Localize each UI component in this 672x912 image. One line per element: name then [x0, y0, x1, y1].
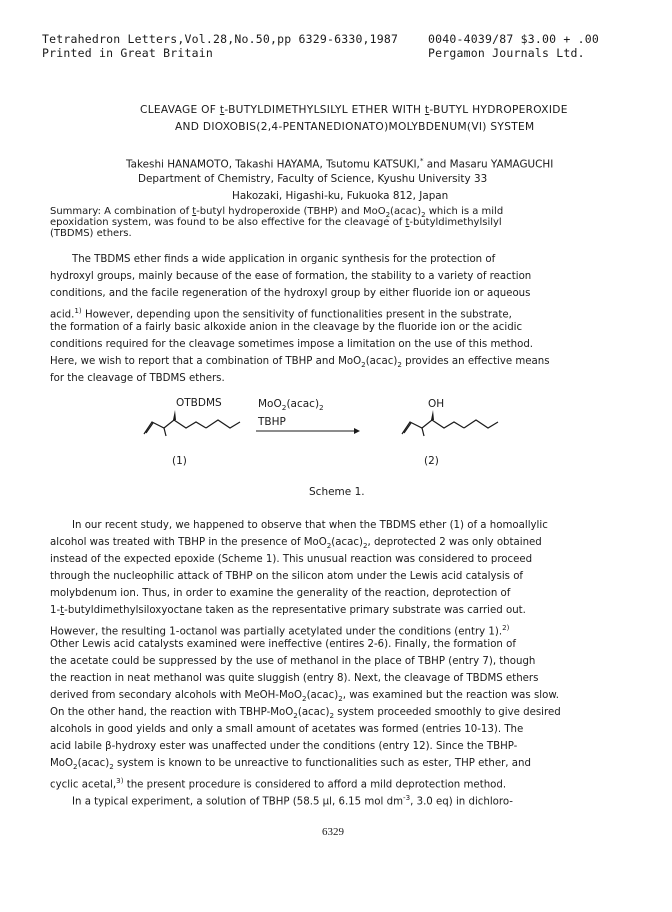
reagent-moo2-acac: $MoO_2(acac)_2$: [258, 398, 324, 413]
summary-line-1: Summary: A combination of t-butyl hydroperoxide (TBHP) and $MoO_2(acac)_2$ which is a mild: [50, 206, 504, 219]
page-number: 6329: [322, 826, 344, 838]
scheme-caption: Scheme 1.: [309, 486, 365, 498]
otbdms-label: OTBDMS: [176, 397, 222, 409]
oh-label: OH: [428, 398, 445, 410]
publisher: Pergamon Journals Ltd.: [428, 46, 585, 60]
summary-line-2: epoxidation system, was found to be also effective for the cleavage of t-butyldimethylsilyl: [50, 217, 502, 228]
summary-line-3: (TBDMS) ethers.: [50, 228, 132, 239]
address: Hakozaki, Higashi-ku, Fukuoka 812, Japan: [232, 190, 449, 202]
compound-label-1: (1): [172, 455, 187, 467]
printed-in: Printed in Great Britain: [42, 46, 213, 60]
structure-1: [140, 408, 250, 444]
reaction-arrow: [256, 427, 360, 437]
journal-citation: Tetrahedron Letters,Vol.28,No.50,pp 6329-6330,1987: [42, 32, 399, 46]
title-line-2: AND DIOXOBIS(2,4-PENTANEDIONATO)MOLYBDENUM(VI) SYSTEM: [175, 121, 535, 133]
price-code: 0040-4039/87 $3.00 + .00: [428, 32, 599, 46]
authors: Takeshi HANAMOTO, Takashi HAYAMA, Tsutomu KATSUKI,* and Masaru YAMAGUCHI: [126, 156, 554, 171]
compound-label-2: (2): [424, 455, 439, 467]
reagent-tbhp: TBHP: [258, 416, 286, 428]
structure-2: [398, 408, 508, 444]
title-line-1: CLEAVAGE OF t-BUTYLDIMETHYLSILYL ETHER WITH t-BUTYL HYDROPEROXIDE: [140, 104, 568, 116]
affiliation: Department of Chemistry, Faculty of Science, Kyushu University 33: [138, 173, 488, 185]
